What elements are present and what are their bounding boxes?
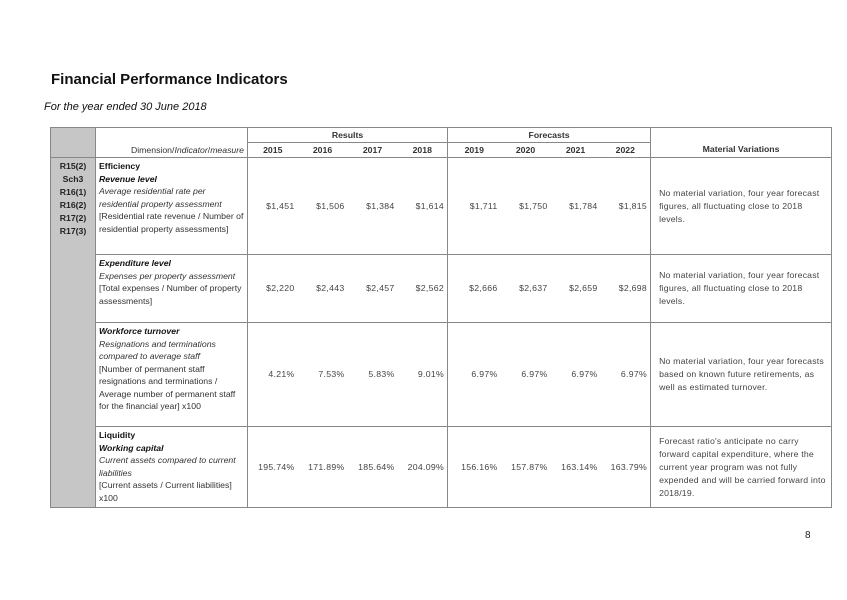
page-number: 8 — [805, 530, 811, 541]
regulation-refs: R15(2) Sch3 R16(1) R16(2) R17(2) R17(3) — [51, 158, 96, 255]
indicator-description: Liquidity Working capital Current assets compared to current liabilities [Current assets / Current liabilities] x100 — [96, 427, 248, 508]
table-row — [51, 427, 832, 508]
year-header: 2018 — [398, 143, 448, 158]
financial-indicators-table — [50, 127, 832, 508]
value-cell: 156.16% — [448, 427, 501, 508]
value-cell: $1,784 — [569, 200, 598, 211]
value-cell: 157.87% — [501, 427, 551, 508]
material-variation-text: No material variation, four year forecast figures, all fluctuating close to 2018 levels. — [651, 158, 832, 255]
value-cell: 171.89% — [298, 427, 348, 508]
value-cell: 163.14% — [551, 427, 601, 508]
value-cell: $2,637 — [501, 255, 551, 323]
header-group-row — [51, 128, 832, 143]
value-cell: 185.64% — [348, 427, 398, 508]
material-variation-text: No material variation, four year forecast figures, all fluctuating close to 2018 levels. — [651, 255, 832, 323]
value-cell: $1,750 — [519, 200, 548, 211]
value-cell: $2,698 — [601, 255, 651, 323]
value-cell: 6.97% — [601, 323, 651, 427]
value-cell: $2,220 — [248, 255, 298, 323]
value-cell: $2,562 — [398, 255, 448, 323]
material-variations-header: Material Variations — [702, 143, 780, 154]
year-header: 2017 — [348, 143, 398, 158]
value-cell: $2,443 — [298, 255, 348, 323]
value-cell: $1,815 — [618, 200, 648, 211]
value-cell: $1,711 — [448, 158, 501, 255]
material-variation-text: Forecast ratio's anticipate no carry forward capital expenditure, where the current year program was not fully expended and will be carried forward into 2018/19. — [651, 427, 832, 508]
dimension-header: Dimension/Indicator/measure — [96, 143, 248, 158]
value-cell: $2,457 — [348, 255, 398, 323]
value-cell: 204.09% — [398, 427, 448, 508]
value-cell: 6.97% — [551, 323, 601, 427]
value-cell: $1,614 — [415, 200, 445, 211]
table-row — [51, 323, 832, 427]
indicator-description: Workforce turnover Resignations and terminations compared to average staff [Number of permanent staff resignations and terminations / Average number of permanent staff for the financial year] x100 — [96, 323, 248, 427]
indicator-description: Expenditure level Expenses per property assessment [Total expenses / Number of property assessments] — [96, 255, 248, 323]
value-cell: 7.53% — [298, 323, 348, 427]
results-group-header: Results — [248, 128, 448, 143]
ref-header-cell — [51, 128, 96, 158]
value-cell: 5.83% — [348, 323, 398, 427]
value-cell: 4.21% — [248, 323, 298, 427]
year-header: 2019 — [448, 143, 501, 158]
value-cell: 9.01% — [398, 323, 448, 427]
value-cell: $2,659 — [551, 255, 601, 323]
year-header: 2020 — [501, 143, 551, 158]
value-cell: $1,384 — [366, 200, 395, 211]
value-cell: $1,451 — [248, 158, 298, 255]
year-header: 2015 — [248, 143, 298, 158]
value-cell: $2,666 — [448, 255, 501, 323]
table-row — [51, 158, 832, 255]
page-title: Financial Performance Indicators — [51, 71, 288, 88]
value-cell: 6.97% — [501, 323, 551, 427]
indicator-description: Efficiency Revenue level Average residential rate per residential property assessment [Residential rate revenue / Number of residential property assessments] — [96, 158, 248, 255]
table-row — [51, 255, 832, 323]
page-subtitle: For the year ended 30 June 2018 — [44, 101, 207, 113]
value-cell: $1,506 — [316, 200, 345, 211]
year-header: 2022 — [601, 143, 651, 158]
value-cell: 195.74% — [248, 427, 298, 508]
year-header: 2021 — [551, 143, 601, 158]
year-header: 2016 — [298, 143, 348, 158]
value-cell: 6.97% — [448, 323, 501, 427]
forecasts-group-header: Forecasts — [448, 128, 651, 143]
value-cell: 163.79% — [601, 427, 651, 508]
material-variation-text: No material variation, four year forecasts based on known future retirements, as well as estimated turnover. — [651, 323, 832, 427]
